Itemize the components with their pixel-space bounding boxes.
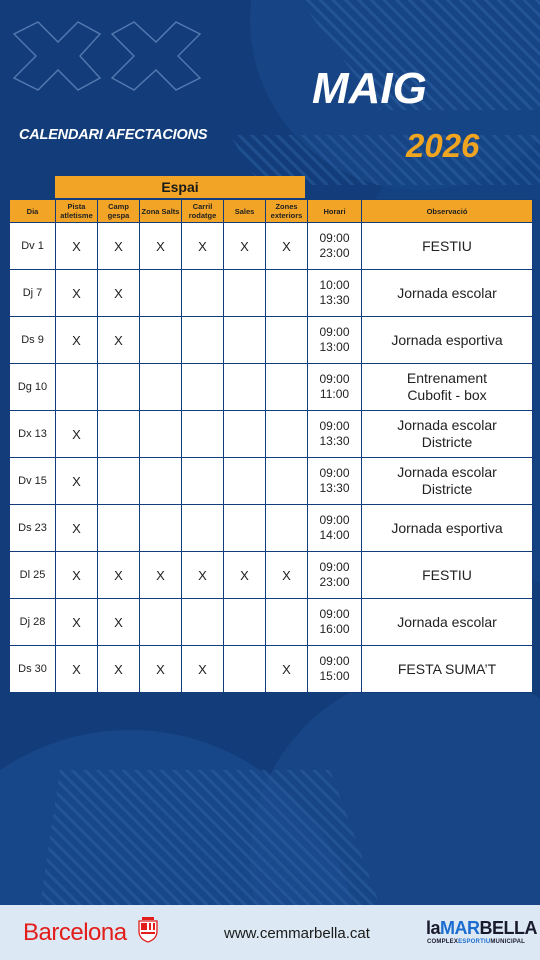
mark-cell-camp: X [98,270,140,317]
observacio-line: Districte [421,481,473,497]
horari-end: 23:00 [319,575,350,589]
website-link[interactable]: www.cemmarbella.cat [224,925,370,942]
month-title: MAIG [312,64,427,113]
mark-cell-pista [56,364,98,411]
mark-cell-zones [266,364,308,411]
horari-end: 11:00 [319,387,350,401]
mark-cell-pista: X [56,599,98,646]
table-row [10,458,533,505]
mark-cell-zones [266,505,308,552]
table-row [10,505,533,552]
horari-cell [308,552,362,599]
day-cell: Dg 10 [10,364,56,411]
mark-cell-sales [224,364,266,411]
table-header-row [10,200,533,223]
horari-cell [308,505,362,552]
observacio-cell [362,646,533,693]
logo-mar: MAR [440,918,480,938]
observacio-line: FESTA SUMA’T [397,660,497,677]
mark-cell-sales [224,646,266,693]
mark-cell-zones [266,458,308,505]
horari-cell [308,317,362,364]
logo-sub-municipal: MUNICIPAL [490,939,526,945]
mark-cell-sales [224,317,266,364]
mark-cell-camp: X [98,646,140,693]
observacio-cell [362,505,533,552]
barcelona-logo-text: Barcelona [23,919,127,946]
table-row [10,223,533,270]
horari-cell [308,223,362,270]
mark-cell-pista: X [56,646,98,693]
mark-cell-salts [140,270,182,317]
horari-end: 13:30 [319,481,350,495]
observacio-cell [362,223,533,270]
mark-cell-camp: X [98,223,140,270]
observacio-line: Jornada escolar [397,613,497,630]
mark-cell-pista: X [56,458,98,505]
horari-cell [308,599,362,646]
horari-start: 09:00 [319,607,350,621]
mark-cell-pista: X [56,411,98,458]
horari-start: 09:00 [319,654,350,668]
mark-cell-sales [224,458,266,505]
mark-cell-carril [182,458,224,505]
mark-cell-camp: X [98,599,140,646]
day-cell: Dv 1 [10,223,56,270]
horari-end: 16:00 [319,622,350,636]
mark-cell-salts: X [140,552,182,599]
mark-cell-zones [266,270,308,317]
day-cell: Ds 9 [10,317,56,364]
day-cell: Dl 25 [10,552,56,599]
horari-end: 13:30 [319,293,350,307]
col-carril-rodatge: Carril rodatge [182,200,224,223]
day-cell: Ds 30 [10,646,56,693]
espai-group-header: Espai [55,176,305,198]
col-zona-salts: Zona Salts [140,200,182,223]
mark-cell-camp [98,411,140,458]
observacio-line: Cubofit - box [407,387,487,403]
barcelona-shield-icon [138,917,158,943]
mark-cell-salts [140,317,182,364]
col-zones-exteriors: Zones exteriors [266,200,308,223]
mark-cell-camp [98,458,140,505]
mark-cell-zones [266,411,308,458]
mark-cell-sales: X [224,552,266,599]
footer-bar [0,905,540,960]
mark-cell-salts [140,364,182,411]
day-cell: Dx 13 [10,411,56,458]
mark-cell-carril [182,411,224,458]
observacio-line: Jornada esportiva [391,331,503,348]
horari-end: 23:00 [319,246,350,260]
mark-cell-camp [98,505,140,552]
horari-cell [308,458,362,505]
logo-la: la [426,918,441,938]
observacio-line: Jornada escolar [397,284,497,301]
calendar-subtitle: CALENDARI AFECTACIONS [19,127,208,143]
year-title: 2026 [406,127,480,164]
horari-end: 13:00 [319,340,350,354]
mark-cell-carril [182,364,224,411]
table-row [10,599,533,646]
horari-start: 09:00 [319,231,350,245]
observacio-line: Jornada escolar [397,417,497,433]
horari-end: 13:30 [319,434,350,448]
mark-cell-carril [182,599,224,646]
horari-cell [308,411,362,458]
mark-cell-salts: X [140,646,182,693]
observacio-cell [362,599,533,646]
horari-cell [308,646,362,693]
col-pista-atletisme: Pista atletisme [56,200,98,223]
schedule-table [9,199,533,693]
table-row [10,411,533,458]
table-row [10,552,533,599]
mark-cell-camp [98,364,140,411]
mark-cell-zones [266,317,308,364]
observacio-line: Jornada escolar [397,464,497,480]
observacio-line: Entrenament [406,370,488,386]
mark-cell-pista: X [56,223,98,270]
horari-cell [308,364,362,411]
horari-start: 10:00 [319,278,350,292]
mark-cell-carril: X [182,646,224,693]
mark-cell-zones: X [266,223,308,270]
la-marbella-logo [426,919,537,937]
mark-cell-carril [182,270,224,317]
mark-cell-salts: X [140,223,182,270]
col-sales: Sales [224,200,266,223]
logo-bella: BELLA [479,918,538,938]
day-cell: Ds 23 [10,505,56,552]
horari-cell [308,270,362,317]
col-horari: Horari [308,200,362,223]
logo-sub-complex: COMPLEX [427,939,459,945]
table-row [10,270,533,317]
horari-start: 09:00 [319,372,350,386]
mark-cell-camp: X [98,317,140,364]
mark-cell-salts [140,458,182,505]
mark-cell-zones: X [266,646,308,693]
horari-start: 09:00 [319,325,350,339]
mark-cell-sales [224,270,266,317]
observacio-cell [362,270,533,317]
mark-cell-camp: X [98,552,140,599]
mark-cell-carril [182,317,224,364]
mark-cell-salts [140,599,182,646]
horari-start: 09:00 [319,419,350,433]
observacio-cell [362,317,533,364]
horari-start: 09:00 [319,560,350,574]
mark-cell-sales [224,599,266,646]
mark-cell-salts [140,411,182,458]
col-camp-gespa: Camp gespa [98,200,140,223]
mark-cell-pista: X [56,270,98,317]
observacio-cell [362,411,533,458]
logo-sub-esportiu: ESPORTIU [458,939,491,945]
table-row [10,646,533,693]
horari-end: 14:00 [319,528,350,542]
mark-cell-pista: X [56,317,98,364]
table-row [10,364,533,411]
mark-cell-carril: X [182,223,224,270]
day-cell: Dj 7 [10,270,56,317]
horari-start: 09:00 [319,466,350,480]
mark-cell-sales: X [224,223,266,270]
observacio-line: FESTIU [422,237,472,254]
observacio-line: FESTIU [422,566,472,583]
mark-cell-zones: X [266,552,308,599]
mark-cell-zones [266,599,308,646]
observacio-line: Jornada esportiva [391,519,503,536]
observacio-line: Districte [421,434,473,450]
observacio-cell [362,552,533,599]
mark-cell-pista: X [56,505,98,552]
horari-start: 09:00 [319,513,350,527]
observacio-cell [362,364,533,411]
day-cell: Dj 28 [10,599,56,646]
horari-end: 15:00 [319,669,350,683]
logo-subtitle [427,939,525,945]
mark-cell-pista: X [56,552,98,599]
table-row [10,317,533,364]
col-dia: Dia [10,200,56,223]
mark-cell-sales [224,411,266,458]
mark-cell-carril [182,505,224,552]
mark-cell-sales [224,505,266,552]
mark-cell-salts [140,505,182,552]
col-observacio: Observació [362,200,533,223]
mark-cell-carril: X [182,552,224,599]
day-cell: Dv 15 [10,458,56,505]
observacio-cell [362,458,533,505]
